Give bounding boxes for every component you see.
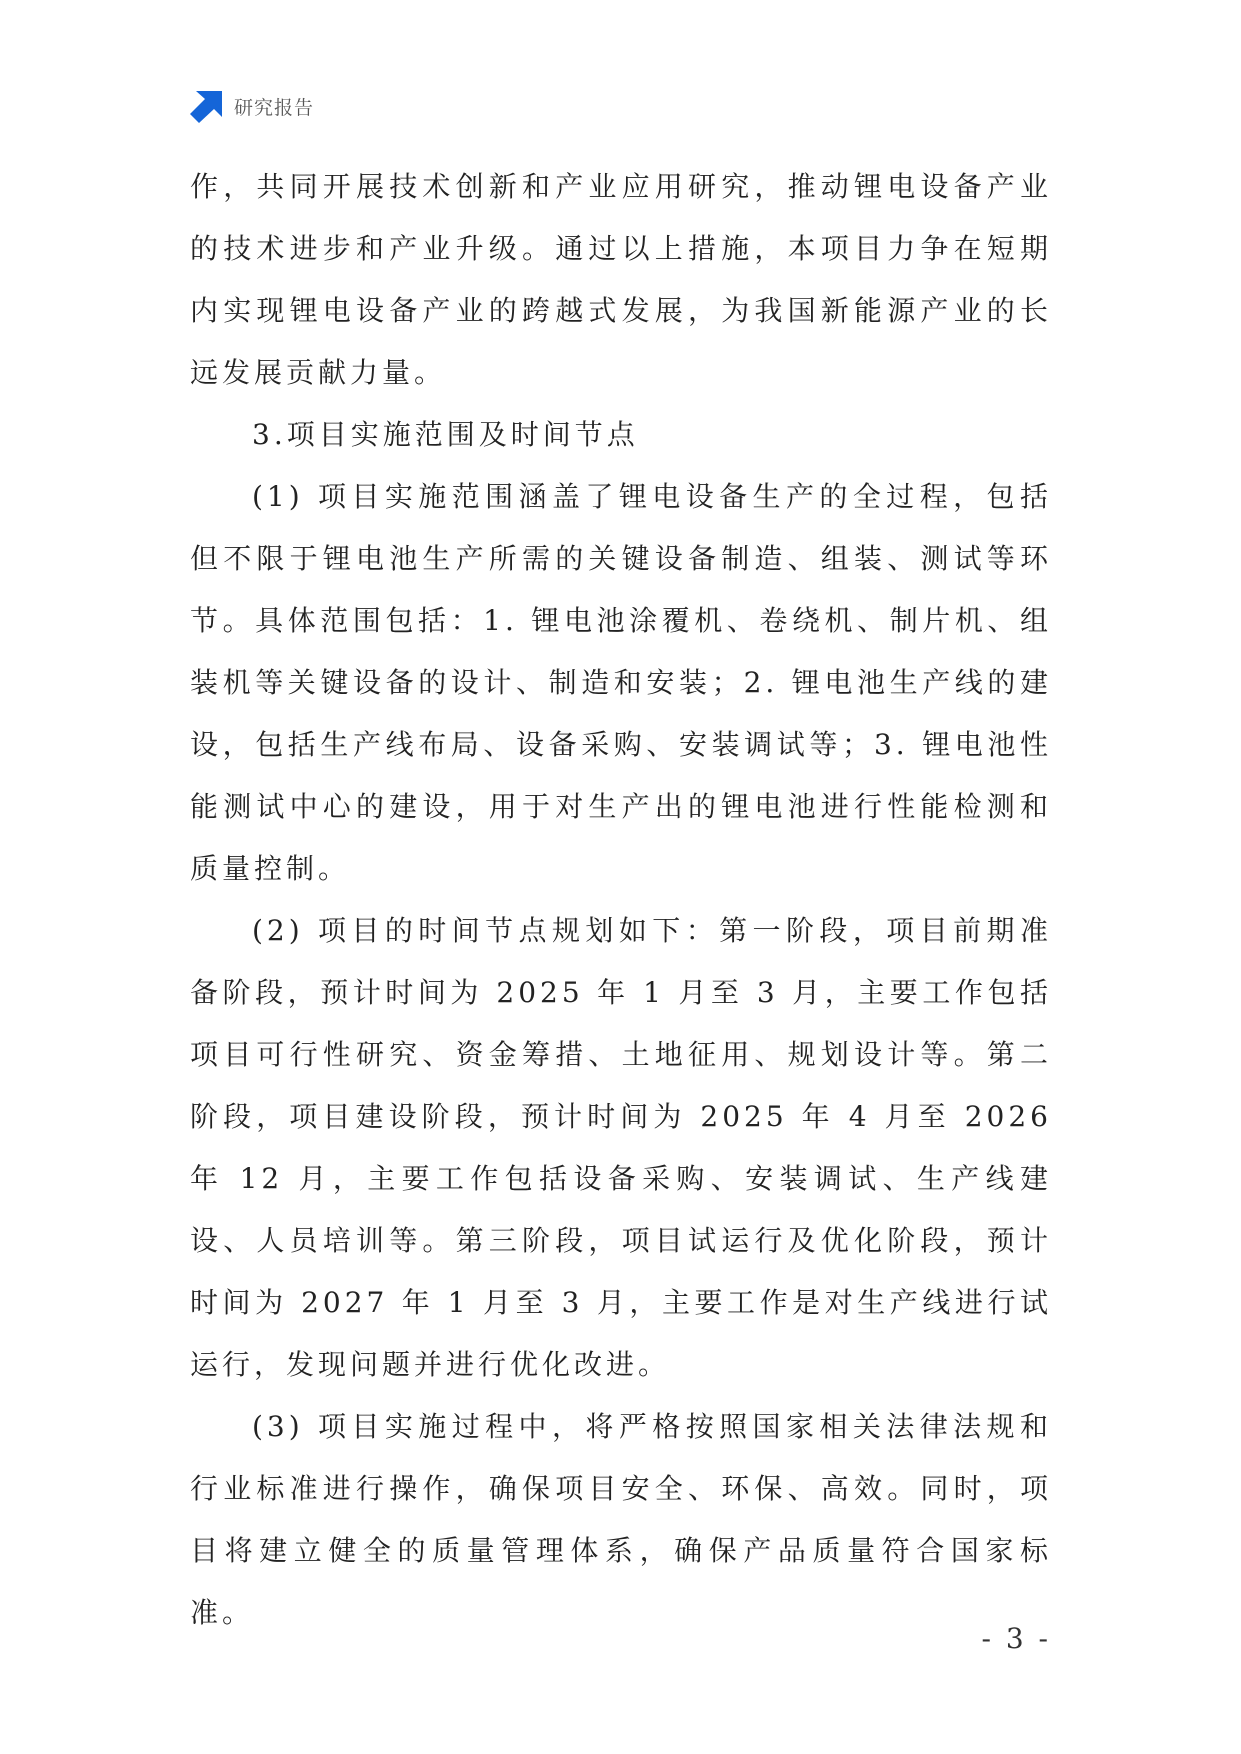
header-title: 研究报告 xyxy=(234,96,315,119)
paragraph-item-1: (1) 项目实施范围涵盖了锂电设备生产的全过程，包括但不限于锂电池生产所需的关键设备制造、组装、测试等环节。具体范围包括：1. 锂电池涂覆机、卷绕机、制片机、组装机等关键设备的设计、制造和安装；2. 锂电池生产线的建设，包括生产线布局、设备采购、安装调试等；3. 锂电池性能测试中心的建设，用于对生产出的锂电池进行性能检测和质量控制。 xyxy=(190,480,1052,885)
section-heading: 3.项目实施范围及时间节点 xyxy=(252,418,639,451)
paragraph-item-3: (3) 项目实施过程中，将严格按照国家相关法律法规和行业标准进行操作，确保项目安全、环保、高效。同时，项目将建立健全的质量管理体系，确保产品质量符合国家标准。 xyxy=(190,1410,1052,1629)
paragraph-item-2: (2) 项目的时间节点规划如下：第一阶段，项目前期准备阶段，预计时间为 2025 年 1 月至 3 月，主要工作包括项目可行性研究、资金筹措、土地征用、规划设计等。第二阶段，项目建设阶段，预计时间为 2025 年 4 月至 2026 年 12 月，主要工作包括设备采购、安装调试、生产线建设、人员培训等。第三阶段，项目试运行及优化阶段，预计时间为 2027 年 1 月至 3 月，主要工作是对生产线进行试运行，发现问题并进行优化改进。 xyxy=(190,914,1052,1381)
report-header xyxy=(190,88,314,124)
page-number: - 3 - xyxy=(981,1622,1051,1655)
document-body xyxy=(190,156,1052,1644)
arrow-up-right-logo-icon xyxy=(190,89,224,123)
paragraph-continuation: 作，共同开展技术创新和产业应用研究，推动锂电设备产业的技术进步和产业升级。通过以上措施，本项目力争在短期内实现锂电设备产业的跨越式发展，为我国新能源产业的长远发展贡献力量。 xyxy=(190,170,1052,389)
